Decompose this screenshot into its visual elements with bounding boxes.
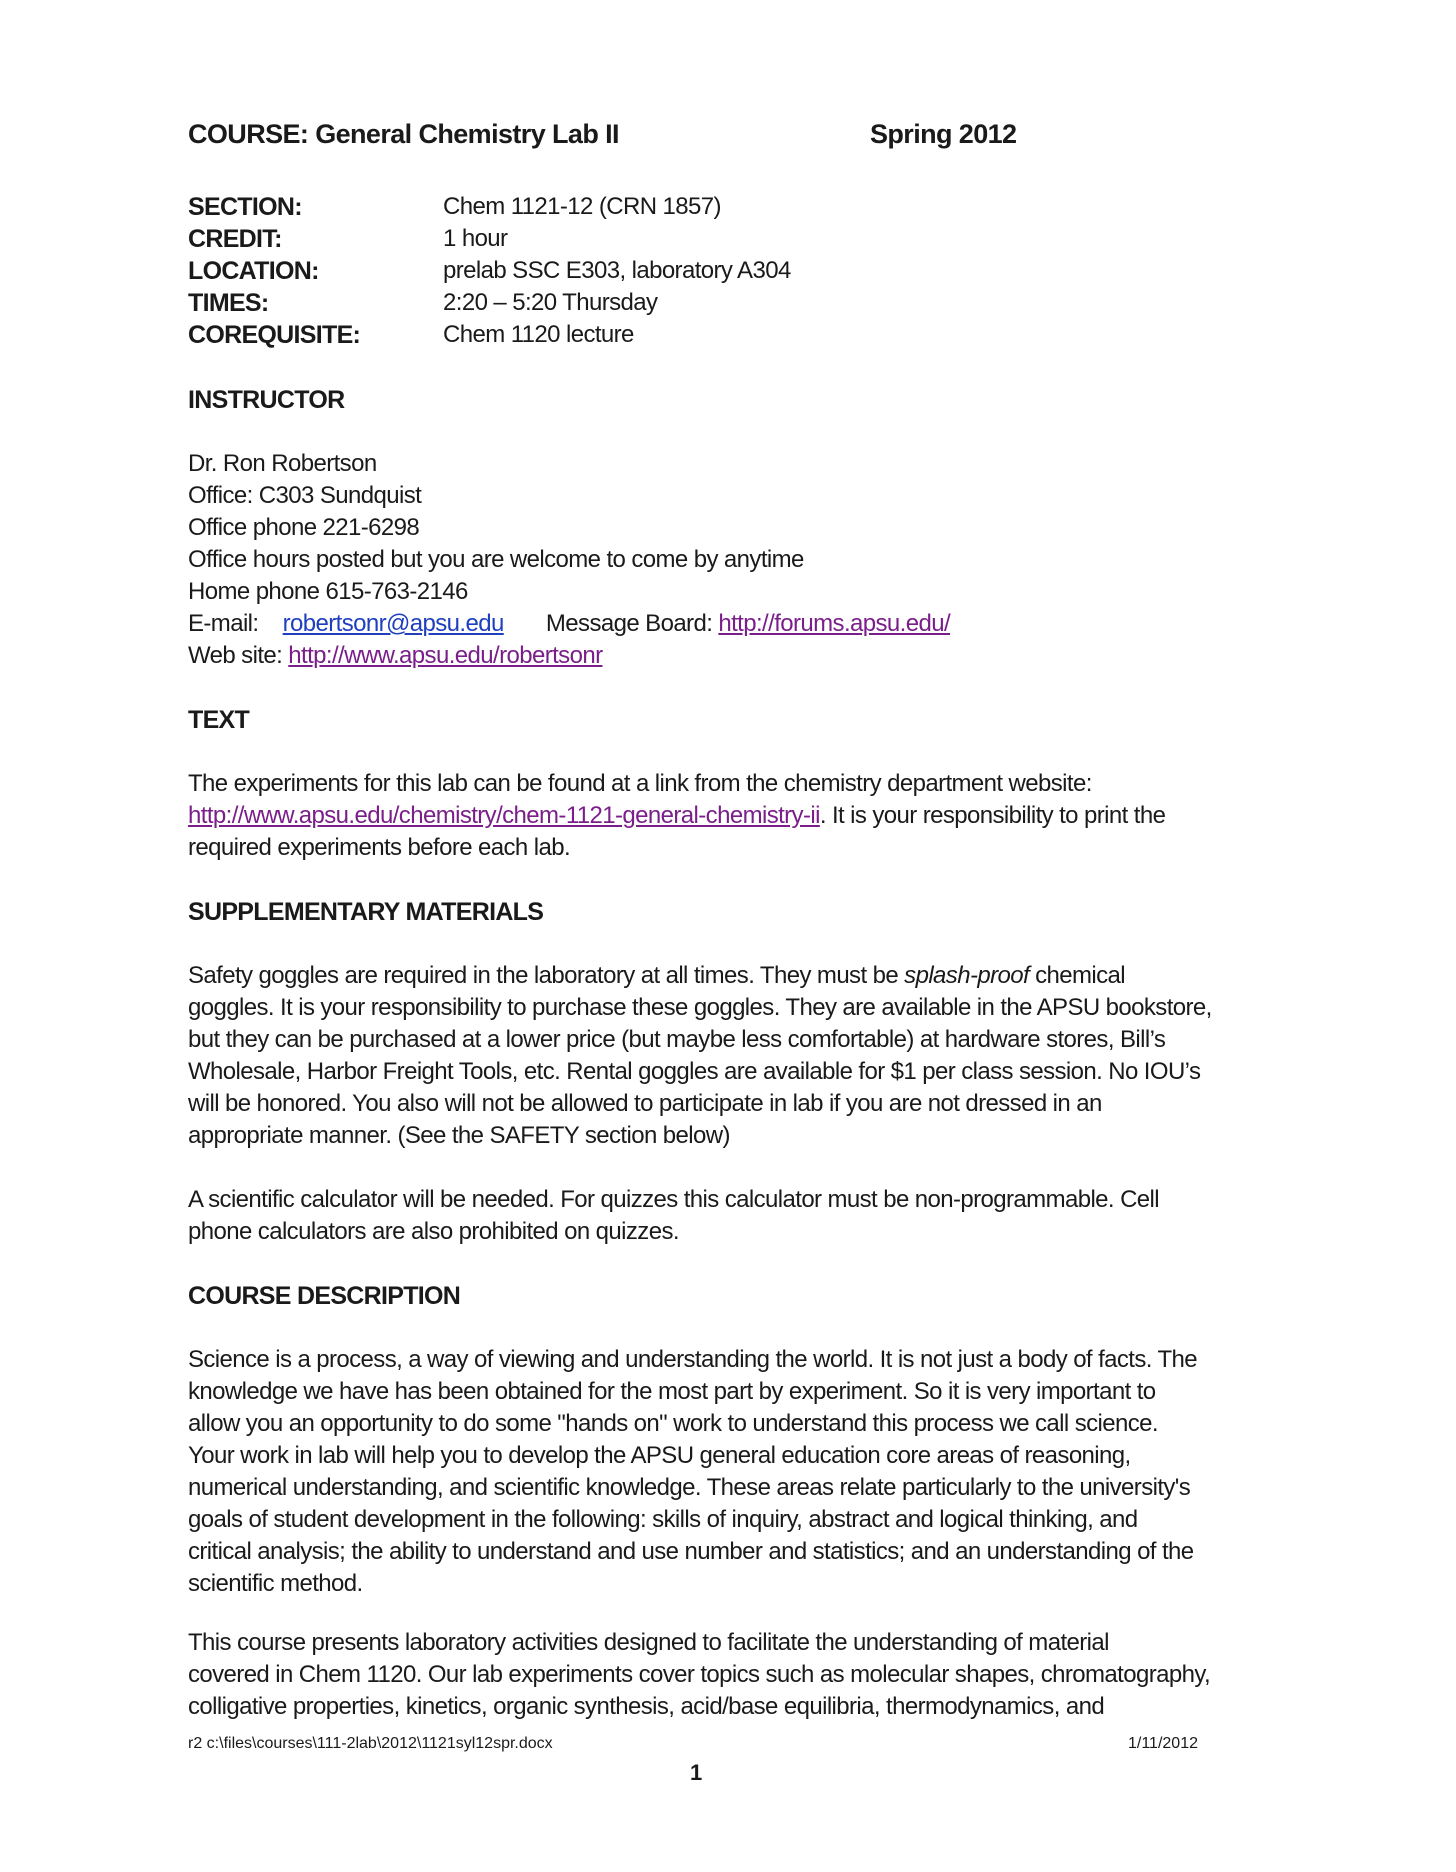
email-label: E-mail: xyxy=(188,610,259,637)
instructor-email-row xyxy=(188,608,950,640)
text-heading: TEXT xyxy=(188,706,250,734)
text-line: required experiments before each lab. xyxy=(188,834,571,861)
supplementary-line: will be honored. You also will not be allowed to participate in lab if you are not dressed in an xyxy=(188,1090,1102,1117)
instructor-office: Office: C303 Sundquist xyxy=(188,482,422,509)
instructor-hours: Office hours posted but you are welcome to come by anytime xyxy=(188,546,804,573)
description-line: critical analysis; the ability to understand and use number and statistics; and an understanding of the xyxy=(188,1538,1194,1565)
instructor-office-phone: Office phone 221-6298 xyxy=(188,514,420,541)
instructor-heading: INSTRUCTOR xyxy=(188,386,345,414)
website-link[interactable]: http://www.apsu.edu/robertsonr xyxy=(288,642,603,669)
instructor-name: Dr. Ron Robertson xyxy=(188,450,377,477)
supplementary-line: but they can be purchased at a lower price (but maybe less comfortable) at hardware stores, Bill’s xyxy=(188,1026,1166,1053)
term: Spring 2012 xyxy=(870,119,1017,149)
email-link[interactable]: robertsonr@apsu.edu xyxy=(282,610,504,637)
info-label: LOCATION: xyxy=(188,257,319,285)
supplementary-line: Wholesale, Harbor Freight Tools, etc. Rental goggles are available for $1 per class session. No IOU’s xyxy=(188,1058,1201,1085)
info-label: TIMES: xyxy=(188,289,269,317)
website-label: Web site: xyxy=(188,642,283,669)
emphasis-text: splash-proof xyxy=(904,962,1030,989)
text-line-rest: . It is your responsibility to print the xyxy=(819,802,1166,829)
course-title: COURSE: General Chemistry Lab II xyxy=(188,119,619,149)
supplementary-line: phone calculators are also prohibited on quizzes. xyxy=(188,1218,679,1245)
info-value: 2:20 – 5:20 Thursday xyxy=(443,289,658,316)
info-label: SECTION: xyxy=(188,193,302,221)
info-label: COREQUISITE: xyxy=(188,321,361,349)
description-line: knowledge we have has been obtained for the most part by experiment. So it is very important to xyxy=(188,1378,1156,1405)
info-value: Chem 1121-12 (CRN 1857) xyxy=(443,193,721,220)
text-line: The experiments for this lab can be found at a link from the chemistry department website: xyxy=(188,770,1092,797)
info-label: CREDIT: xyxy=(188,225,282,253)
description-line: numerical understanding, and scientific knowledge. These areas relate particularly to the university's xyxy=(188,1474,1191,1501)
message-board-link[interactable]: http://forums.apsu.edu/ xyxy=(718,610,951,637)
supplementary-heading: SUPPLEMENTARY MATERIALS xyxy=(188,898,544,926)
supplementary-line xyxy=(188,960,1125,992)
message-board-label: Message Board: xyxy=(545,610,713,637)
supplementary-line: goggles. It is your responsibility to purchase these goggles. They are available in the APSU bookstore, xyxy=(188,994,1212,1021)
description-line: This course presents laboratory activities designed to facilitate the understanding of material xyxy=(188,1629,1109,1656)
info-value: Chem 1120 lecture xyxy=(443,321,634,348)
description-line: covered in Chem 1120. Our lab experiments cover topics such as molecular shapes, chromatography, xyxy=(188,1661,1211,1688)
info-value: prelab SSC E303, laboratory A304 xyxy=(443,257,791,284)
text-line-with-link xyxy=(188,800,1165,832)
description-line: goals of student development in the following: skills of inquiry, abstract and logical thinking, and xyxy=(188,1506,1138,1533)
supplementary-text: Safety goggles are required in the laboratory at all times. They must be xyxy=(188,962,905,989)
footer-file-path: r2 c:\files\courses\111-2lab\2012\1121syl12spr.docx xyxy=(188,1735,553,1752)
experiments-link[interactable]: http://www.apsu.edu/chemistry/chem-1121-general-chemistry-ii xyxy=(188,802,820,829)
page-number: 1 xyxy=(690,1760,703,1785)
description-line: scientific method. xyxy=(188,1570,363,1597)
instructor-website-row xyxy=(188,640,602,672)
footer-date: 1/11/2012 xyxy=(1128,1735,1198,1752)
description-line: allow you an opportunity to do some "hands on" work to understand this process we call science. xyxy=(188,1410,1158,1437)
description-line: colligative properties, kinetics, organic synthesis, acid/base equilibria, thermodynamics, and xyxy=(188,1693,1105,1720)
instructor-home-phone: Home phone 615-763-2146 xyxy=(188,578,468,605)
supplementary-text: chemical xyxy=(1029,962,1126,989)
description-heading: COURSE DESCRIPTION xyxy=(188,1282,461,1310)
info-value: 1 hour xyxy=(443,225,508,252)
supplementary-line: appropriate manner. (See the SAFETY section below) xyxy=(188,1122,730,1149)
description-line: Your work in lab will help you to develop the APSU general education core areas of reasoning, xyxy=(188,1442,1131,1469)
description-line: Science is a process, a way of viewing and understanding the world. It is not just a body of facts. The xyxy=(188,1346,1198,1373)
supplementary-line: A scientific calculator will be needed. For quizzes this calculator must be non-programmable. Cell xyxy=(188,1186,1160,1213)
